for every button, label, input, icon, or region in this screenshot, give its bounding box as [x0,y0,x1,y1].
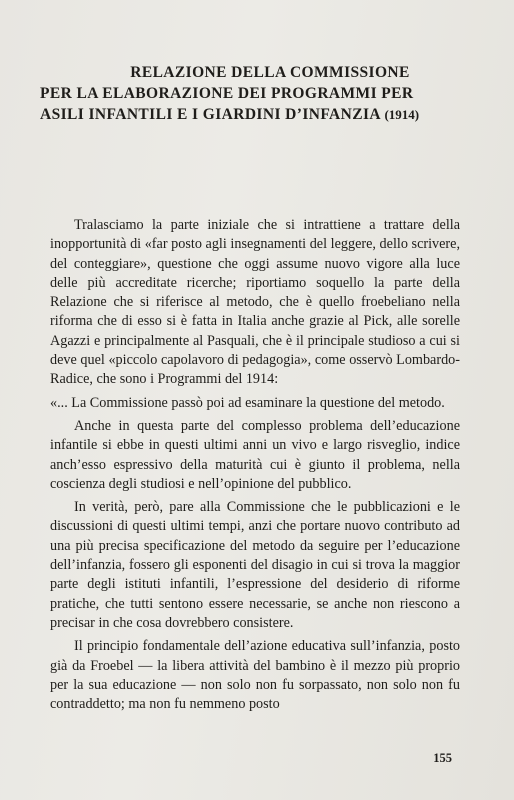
title-line-1: RELAZIONE DELLA COMMISSIONE [130,64,410,81]
chapter-title [40,62,480,125]
body-text [50,216,460,714]
paragraph-2: «... La Commissione passò poi ad esaminare la questione del metodo. [50,394,445,411]
title-line-3-text: ASILI INFANTILI E I GIARDINI D’INFANZIA [40,106,381,123]
paragraph-5: Il principio fondamentale dell’azione educativa sull’infanzia, posto già da Froebel — la libera attività del bambino è il mezzo più proprio per la sua educazione — non solo non fu sorpassato, non solo non fu contraddetto; ma non fu nemmeno posto [50,638,460,713]
paragraph-3: Anche in questa parte del complesso problema dell’educazione infantile si ebbe in questi ultimi anni un vivo e largo risveglio, indice anch’esso espressivo della maturità cui è giunto il problema, nella coscienza degli studiosi e nell’opinione del pubblico. [50,417,460,492]
title-line-2: PER LA ELABORAZIONE DEI PROGRAMMI PER [40,85,414,102]
paragraph-4: In verità, però, pare alla Commissione che le pubblicazioni e le discussioni di questi ultimi tempi, anzi che portare nuovo contributo ad una più precisa specificazione del metodo da seguire per l’educazione dell’infanzia, fossero gli esponenti del disagio in cui si trova la maggior parte degli istituti infantili, l’espressione del desiderio di riforme pratiche, che tutti sentono essere necessarie, se anche non riescono a precisar in che cosa dovrebbero consistere. [50,499,460,631]
paragraph-1: Tralasciamo la parte iniziale che si intrattiene a trattare della inopportunità di «far posto agli insegnamenti del leggere, dello scrivere, del conteggiare», questione che oggi assume nuovo vigore alla luce delle più accreditate ricerche; riportiamo soquello la parte della Relazione che si riferisce al metodo, che è quello froebeliano nella riforma che di esso si è fatta in Italia anche grazie al Pick, alle sorelle Agazzi e principalmente al Pasquali, che è il principale studioso a cui si deve quel «piccolo capolavoro di pedagogia», come osservò Lombardo-Radice, che sono i Programmi del 1914: [50,217,460,388]
title-year: (1914) [384,107,420,122]
title-line-3 [40,104,480,125]
page-number: 155 [433,751,452,765]
